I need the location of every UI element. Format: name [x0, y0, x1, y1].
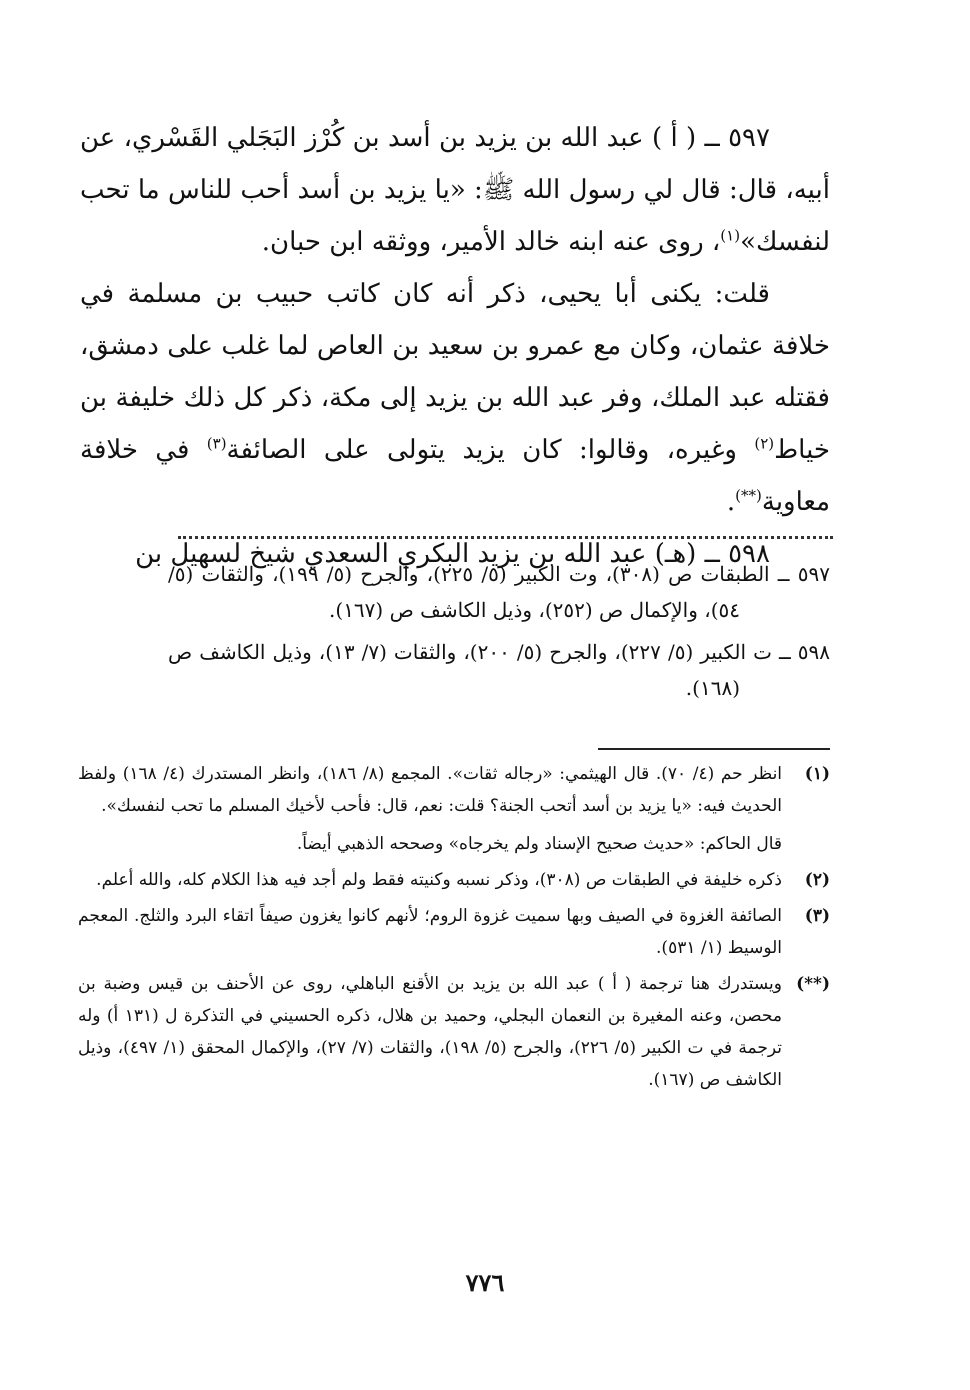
entry-597-text: ٥٩٧ ــ ( أ ) عبد الله بن يزيد بن أسد بن كُرْز البَجَلي القَسْري، عن أبيه، قال: قال لي رسول الله ﷺ: «يا يزيد بن أسد أحب للناس ما تحب لنفسك» — [80, 123, 830, 257]
page-number: ٧٧٦ — [465, 1268, 505, 1297]
footnote-mark: (١) — [804, 764, 830, 784]
source-entry-598: ٥٩٨ ــ ت الكبير (٥/ ٢٢٧)، والجرح (٥/ ٢٠٠)، والثقات (٧/ ١٣)، وذيل الكاشف ص (١٦٨). — [168, 640, 830, 700]
footnote-ref-1: (١) — [720, 226, 741, 245]
dotted-separator — [178, 536, 833, 539]
entry-597-tail: ، روى عنه ابنه خالد الأمير، ووثقه ابن حبان. — [261, 227, 721, 257]
footnote-text: الصائفة الغزوة في الصيف وبها سميت غزوة الروم؛ لأنهم كانوا يغزون صيفاً اتقاء البرد والثلج. المعجم الوسيط (١/ ٥٣١). — [78, 906, 782, 958]
footnote-text: انظر حم (٤/ ٧٠). قال الهيثمي: «رجاله ثقات». المجمع (٨/ ١٨٦)، وانظر المستدرك (٤/ ١٦٨) ولفظ الحديث فيه: «يا يزيد بن أسد أتحب الجنة؟ قلت: نعم، قال: فأحب لأخيك المسلم ما تحب لنفسك». — [78, 764, 783, 816]
commentary-text: قلت: يكنى أبا يحيى، ذكر أنه كان كاتب حبيب بن مسلمة في خلافة عثمان، وكان مع عمرو بن سعيد بن العاص لما غلب على دمشق، فقتله عبد الملك، وفر عبد الله بن يزيد إلى مكة، ذكر كل ذلك خليفة بن خياط — [80, 279, 830, 465]
footnote-ref-star: (**) — [735, 486, 762, 505]
footnote-mark: (٢) — [804, 870, 830, 890]
footnote-ref-2: (٢) — [754, 434, 775, 453]
entry-598: ٥٩٨ ــ (هـ) عبد الله بن يزيد البكري السعدي شيخ لسهيل بن — [135, 539, 770, 569]
footnote-2 — [78, 864, 830, 896]
footnote-rule — [598, 748, 830, 750]
footnote-1 — [78, 758, 830, 860]
footnote-text: ذكره خليفة في الطبقات ص (٣٠٨)، وذكر نسبه وكنيته فقط ولم أجد فيه هذا الكلام كله، والله أعلم. — [96, 870, 782, 890]
footnote-text: ويستدرك هنا ترجمة ( أ ) عبد الله بن يزيد بن الأقنع الباهلي، روى عن الأحنف بن قيس وضبة بن محصن، وعنه المغيرة بن النعمان البجلي، وحميد بن هلال، ذكره الحسيني في التذكرة ل (١٣١ أ) وله ترجمة في ت الكبير (٥/ ٢٢٦)، والجرح (٥/ ١٩٨)، والثقات (٧/ ٢٧)، والإكمال المحقق (١/ ٤٩٧)، وذيل الكاشف ص (١٦٧). — [78, 974, 782, 1090]
sources-list — [168, 556, 830, 712]
commentary-paragraph — [80, 268, 830, 528]
footnote-star — [78, 968, 830, 1096]
footnote-mark: (**) — [796, 974, 830, 994]
footnote-ref-3: (٣) — [206, 434, 227, 453]
commentary-mid2: في خلافة معاوية — [80, 435, 830, 517]
entry-597 — [80, 112, 830, 268]
commentary-mid: وغيره، وقالوا: كان يزيد يتولى على الصائفة — [226, 435, 755, 465]
footnotes — [78, 758, 830, 1100]
commentary-end: . — [726, 487, 736, 517]
main-text — [80, 112, 830, 580]
footnote-subtext: قال الحاكم: «حديث صحيح الإسناد ولم يخرجاه» وصححه الذهبي أيضاً. — [296, 834, 782, 854]
source-entry-597: ٥٩٧ ــ الطبقات ص (٣٠٨)، وت الكبير (٥/ ٢٢٥)، والجرح (٥/ ١٩٩)، والثقات (٥/ ٥٤)، والإكمال ص (٢٥٢)، وذيل الكاشف ص (١٦٧). — [168, 562, 830, 622]
footnote-mark: (٣) — [804, 906, 830, 926]
footnote-3 — [78, 900, 830, 964]
